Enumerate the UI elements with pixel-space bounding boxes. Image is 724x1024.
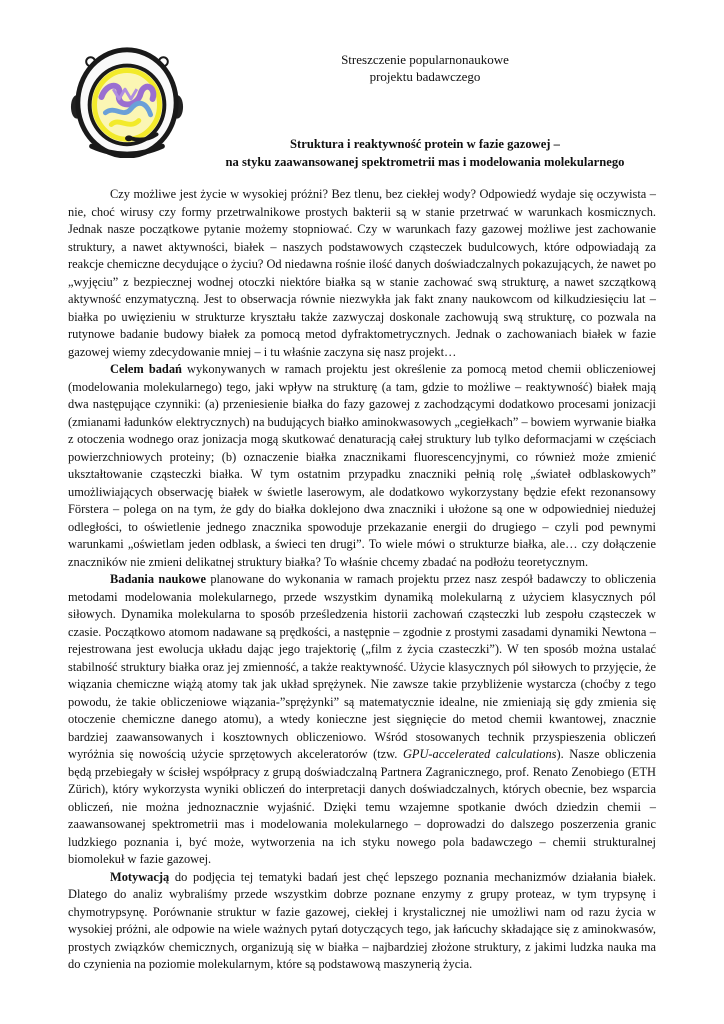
paragraph-lead: Motywacją [110, 869, 170, 884]
header-subtitle-line-2: projektu badawczego [369, 69, 481, 84]
paragraph-research-goal [68, 361, 656, 571]
paragraph-intro [68, 186, 656, 361]
paragraph-text: planowane do wykonania w ramach projektu przez nasz zespół badawczy to obliczenia metodami modelowania molekularnego, przede wszystkim dynamiką molekularną z użyciem klasycznych pól siłowych. Dynamika molekularna to sposób prześledzenia historii zachowań cząsteczki lub zespołu cząsteczek w czasie. Początkowo atomom nadawane są prędkości, a następnie – zgodnie z prostymi zasadami dynamiki Newtona – rejestrowana jest ewolucja układu dając jego trajektorię („film z życia czasteczki”). W ten sposób można ustalać stabilność struktury białka oraz jej zmienność, a także reaktywność. Użycie klasycznych pól siłowych to przyjęcie, że wiązania chemiczne wiążą atomy tak jak układ sprężynek. Nie zawsze takie przybliżenie wystarcza (choćby z tego powodu, że takie obliczeniowe wiązania-”sprężynki” są matematycznie idealne, nie zmieniają się gdy zmienia się otoczenie chemiczne danego atomu), a wtedy konieczne jest sięgnięcie do metod chemii kwantowej, znacznie bardziej zaawansowanych i kosztownych obliczeniowo. Wśród stosowanych technik przyspieszenia obliczeń wyróżnia się nowością użycie sprzętowych akceleratorów (tzw. [68, 572, 656, 761]
paragraph-text: Czy możliwe jest życie w wysokiej próżni? Bez tlenu, bez ciekłej wody? Odpowiedź wydaje się oczywista – nie, choć wirusy czy formy przetrwalnikowe prostych bakterii są w stanie przetrwać w warunkach kosmicznych. Jednak nasze początkowe pytanie możemy stopniować. Czy w warunkach fazy gazowej możliwe jest zachowanie struktury, a nawet aktywności, białek – naszych podstawowych cząsteczek budulcowych, które odpowiadają za reakcje chemiczne decydujące o życiu? Od niedawna rośnie ilość danych doświadczalnych pokazujących, że nawet po „wyjęciu” z bezpiecznej wodnej otoczki niektóre białka są w stanie zachować swą strukturę, a nawet szczątkową aktywność enzymatyczną. Jest to obserwacja równie niezwykła jak fakt znany naukowcom od kilkudziesięciu lat – białka po uwięzieniu w strukturze kryształu także zazwyczaj doskonale zachowują swą strukturę, co pozwala na rutynowe badanie budowy białek za pomocą metod dyfraktometrycznych. Jednak o zachowaniach białek w fazie gazowej wiemy zdecydowanie mniej – i tu właśnie zaczyna się nasz projekt… [68, 187, 656, 359]
title-line-1: Struktura i reaktywność protein w fazie gazowej – [290, 137, 560, 151]
paragraph-lead: Celem badań [110, 362, 182, 376]
document-header [190, 51, 660, 171]
paragraph-research-methods [68, 571, 656, 869]
paragraph-text: wykonywanych w ramach projektu jest określenie za pomocą metod chemii obliczeniowej (modelowania molekularnego) tego, jaki wpływ na strukturę (a tam, gdzie to możliwe – reaktywność) białek mają dwa następujące czynniki: (a) przeniesienie białka do fazy gazowej z zachodzącymi dodatkowo procesami jonizacji (zmianami ładunków elektrycznych) na budujących białko aminokwasowych „cegiełkach” – bowiem wyrwanie białka z otoczenia wodnego oraz jonizacja mogą skutkować denaturacją całej struktury lub tylko deformacjami w częściach powierzchniowych proteiny; (b) oznaczenie białka znacznikami fluorescencyjnymi, co również może zmienić ukształtowanie cząsteczki białka. W tym ostatnim przypadku znaczniki pełnią rolę „świateł odblaskowych” umożliwiających obserwację białek w świetle laserowym, ale dodatkowo wykorzystany będzie efekt rezonansowy Förstera – polega on na tym, że gdy do białka doklejono dwa znaczniki i ułożone są one w odpowiedniej niedużej odległości, to oświetlenie jednego znacznika spowoduje przekazanie energii do drugiego – czyli pod pewnymi warunkami „oświetlam jeden odblask, a świeci ten drugi”. To wiele mówi o strukturze białka, ale… czy dołączenie znaczników nie zmieni delikatnej struktury białka? To właśnie chcemy zbadać na podłożu teoretycznym. [68, 362, 656, 569]
header-subtitle-line-1: Streszczenie popularnonaukowe [341, 52, 509, 67]
astronaut-helmet-protein-icon [68, 40, 186, 158]
paragraph-motivation [68, 869, 656, 974]
title-line-2: na styku zaawansowanej spektrometrii mas i modelowania molekularnego [225, 155, 625, 169]
document-body [68, 186, 656, 974]
paragraph-emphasis: GPU-accelerated calculations [402, 747, 557, 761]
paragraph-text: do podjęcia tej tematyki badań jest chęć lepszego poznania mechanizmów działania białek. Dlatego do analiz wybraliśmy przede wszystkim dobrze poznane enzymy z grupy proteaz, w tym trypsynę i chymotrypsynę. Porównanie struktur w fazie gazowej, ciekłej i krystalicznej nie umożliwi nam od razu życia w wysokiej próżni, ale odpowie na wiele ważnych pytań dotyczących tego, jak łańcuchy składające się z aminokwasów, prostych związków chemicznych, organizują się w białka – najbardziej złożone struktury, z jakimi ludzka nauka ma do czynienia na poziomie molekularnym, które są podstawową maszynerią życia. [68, 869, 656, 971]
paragraph-text-continued: ). Nasze obliczenia będą przebiegały w ścisłej współpracy z grupą doświadczalną Partnera Zagranicznego, prof. Renato Zenobiego (ETH Zürich), który wykorzysta wyniki obliczeń do interpretacji danych doświadczalnych, których obecnie, bez wsparcia obliczeń, nie można jednoznacznie wyjaśnić. Dzięki temu wzajemne spotkanie dwóch dziedzin chemii – zaawansowanej spektrometrii mas i modelowania molekularnego – doprowadzi do dalszego poszerzenia granic ludzkiego poznania i, być może, wytworzenia na ich styku nowego pola badawczego – chemii strukturalnej biomolekuł w fazie gazowej. [68, 747, 656, 866]
paragraph-lead: Badania naukowe [110, 572, 206, 586]
document-title [190, 135, 660, 171]
